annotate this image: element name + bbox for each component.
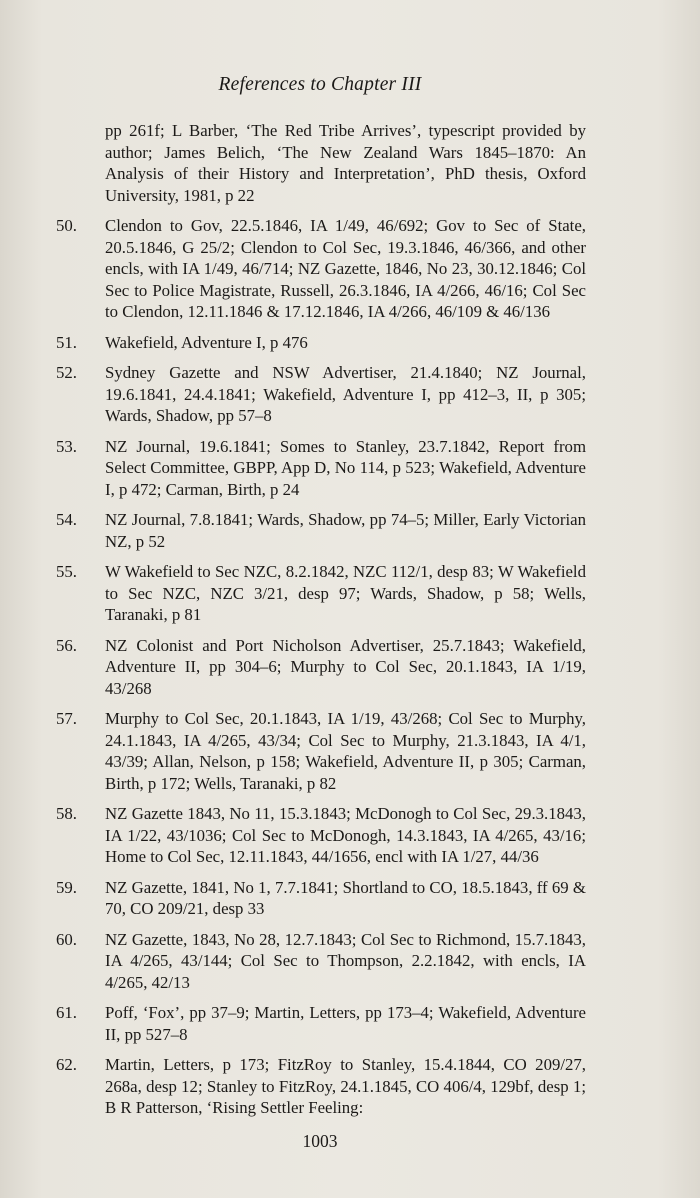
note-51 [56,332,586,354]
note-60 [56,929,586,994]
note-54 [56,509,586,552]
note-58 [56,803,586,868]
note-52 [56,362,586,427]
note-text: Wakefield, Adventure I, p 476 [105,332,308,352]
note-62 [56,1054,586,1119]
note-number: 50. [56,216,77,235]
note-text: NZ Colonist and Port Nicholson Advertiser, 25.7.1843; Wakefield, Adventure II, pp 304–6; Murphy to Col Sec, 20.1.1843, IA 1/19, 43/268 [105,635,586,698]
note-56 [56,635,586,700]
note-number: 57. [56,709,77,728]
note-text: NZ Journal, 7.8.1841; Wards, Shadow, pp 74–5; Miller, Early Victorian NZ, p 52 [105,510,586,551]
note-number: 56. [56,635,77,655]
note-number: 61. [56,1003,77,1022]
page-number: 1003 [302,1131,338,1151]
note-text: W Wakefield to Sec NZC, 8.2.1842, NZC 112/1, desp 83; W Wakefield to Sec NZC, NZC 3/21, desp 97; Wards, Shadow, p 58; Wells, Taranaki, p 81 [105,562,586,624]
notes-list [56,120,586,1128]
note-50 [56,215,586,323]
note-text: NZ Gazette, 1841, No 1, 7.7.1841; Shortland to CO, 18.5.1843, ff 69 & 70, CO 209/21, desp 33 [105,877,586,918]
note-number: 60. [56,929,77,949]
note-55 [56,561,586,626]
note-text: Poff, ‘Fox’, pp 37–9; Martin, Letters, pp 173–4; Wakefield, Adventure II, pp 527–8 [105,1003,586,1044]
note-number: 62. [56,1055,77,1074]
note-text: Murphy to Col Sec, 20.1.1843, IA 1/19, 43/268; Col Sec to Murphy, 24.1.1843, IA 4/265, 43/34; Col Sec to Murphy, 21.3.1843, IA 4/1, 43/39; Allan, Nelson, p 158; Wakefield, Adventure II, p 305; Carman, Birth, p 172; Wells, Taranaki, p 82 [105,709,586,793]
note-59 [56,877,586,920]
note-text: NZ Journal, 19.6.1841; Somes to Stanley, 23.7.1842, Report from Select Committee, GBPP, App D, No 114, p 523; Wakefield, Adventure I, p 472; Carman, Birth, p 24 [105,436,586,499]
note-text: Clendon to Gov, 22.5.1846, IA 1/49, 46/692; Gov to Sec of State, 20.5.1846, G 25/2; Clendon to Col Sec, 19.3.1846, 46/366, and other encls, with IA 1/49, 46/714; NZ Gazette, 1846, No 23, 30.12.1846; Col Sec to Police Magistrate, Russell, 26.3.1846, IA 4/266, 46/16; Col Sec to Clendon, 12.11.1846 & 17.12.1846, IA 4/266, 46/109 & 46/136 [105,216,586,321]
note-number: 54. [56,510,77,529]
note-57 [56,708,586,794]
note-text: Martin, Letters, p 173; FitzRoy to Stanley, 15.4.1844, CO 209/27, 268a, desp 12; Stanley to FitzRoy, 24.1.1845, CO 406/4, 129bf, desp 1; B R Patterson, ‘Rising Settler Feeling: [105,1055,586,1117]
note-number: 58. [56,804,77,823]
note-number: 51. [56,332,77,352]
note-61 [56,1002,586,1045]
running-head: References to Chapter III [218,74,422,95]
note-53 [56,436,586,501]
note-text: NZ Gazette 1843, No 11, 15.3.1843; McDonogh to Col Sec, 29.3.1843, IA 1/22, 43/1036; Col Sec to McDonogh, 14.3.1843, IA 4/265, 43/16; Home to Col Sec, 12.11.1843, 44/1656, encl with IA 1/27, 44/36 [105,804,586,866]
note-number: 52. [56,363,77,382]
continued-note: pp 261f; L Barber, ‘The Red Tribe Arrives’, typescript provided by author; James Belich, ‘The New Zealand Wars 1845–1870: An Analysis of their History and Interpretation’, PhD thesis, Oxford University, 1981, p 22 [105,121,586,205]
note-number: 53. [56,436,77,456]
note-text: Sydney Gazette and NSW Advertiser, 21.4.1840; NZ Journal, 19.6.1841, 24.4.1841; Wakefield, Adventure I, pp 412–3, II, p 305; Wards, Shadow, pp 57–8 [105,363,586,425]
note-number: 59. [56,877,77,897]
note-number: 55. [56,562,77,581]
note-text: NZ Gazette, 1843, No 28, 12.7.1843; Col Sec to Richmond, 15.7.1843, IA 4/265, 43/144; Col Sec to Thompson, 2.2.1842, with encls, IA 4/265, 42/13 [105,929,586,992]
